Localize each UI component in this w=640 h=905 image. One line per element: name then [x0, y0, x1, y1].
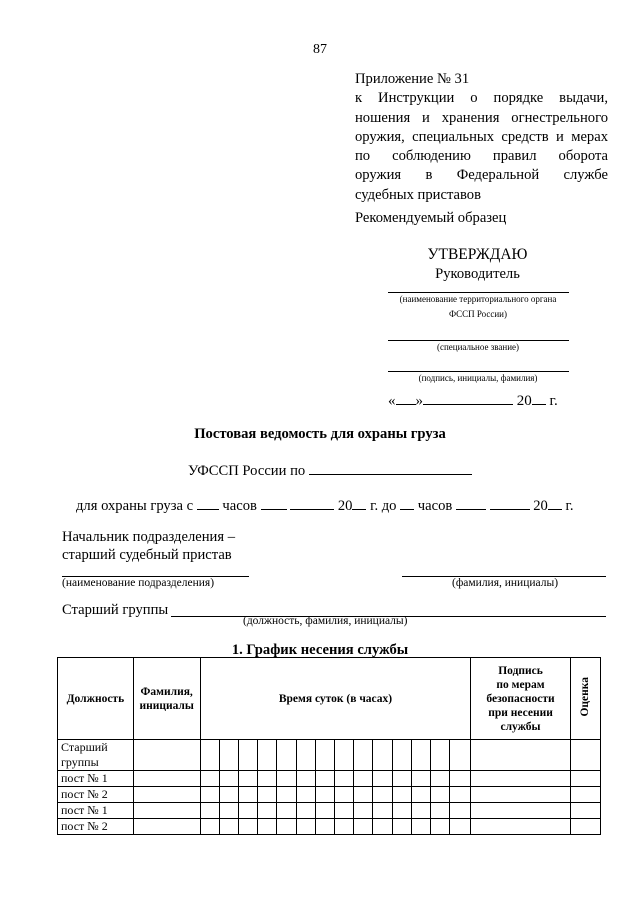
hour-cell[interactable]: [354, 740, 373, 771]
appendix-line: к Инструкции о порядке выдачи,: [355, 90, 608, 107]
group-leader-label: Старший группы: [62, 602, 169, 618]
from-year-field[interactable]: [352, 496, 366, 510]
hour-cell[interactable]: [430, 803, 449, 819]
hour-cell[interactable]: [373, 803, 392, 819]
caption-org-2: ФССП России): [449, 309, 507, 319]
rank-line[interactable]: [388, 340, 569, 341]
col-sign-header-line: службы: [500, 720, 541, 733]
hour-cell[interactable]: [238, 771, 257, 787]
appendix-header: [355, 70, 608, 205]
hour-cell[interactable]: [334, 787, 353, 803]
appendix-line: по соблюдению правил оборота: [355, 148, 608, 165]
col-position-header: Должность: [58, 658, 134, 740]
hour-cell[interactable]: [238, 787, 257, 803]
hour-cell[interactable]: [315, 740, 334, 771]
date-month-field[interactable]: [423, 391, 513, 405]
hour-cell[interactable]: [392, 819, 411, 835]
period-year-prefix-2: 20: [533, 498, 548, 514]
hour-cell[interactable]: [296, 803, 315, 819]
section-title: 1. График несения службы: [231, 642, 409, 658]
name-cell[interactable]: [133, 740, 200, 771]
hour-cell[interactable]: [258, 740, 277, 771]
signature-cell[interactable]: [471, 740, 570, 771]
col-sign-header-line: Подпись: [498, 664, 543, 677]
position-cell: [58, 819, 134, 835]
position-cell: [58, 803, 134, 819]
mark-cell[interactable]: [570, 740, 600, 771]
hour-cell[interactable]: [258, 771, 277, 787]
signature-cell[interactable]: [471, 771, 570, 787]
date-year-suffix: г.: [549, 393, 558, 409]
col-time-header: Время суток (в часах): [200, 658, 471, 740]
position-text: пост № 2: [61, 819, 108, 833]
col-sign-header: [471, 658, 570, 740]
hour-cell[interactable]: [258, 819, 277, 835]
period-to-label: г. до: [370, 498, 397, 514]
mark-cell[interactable]: [570, 803, 600, 819]
hour-cell[interactable]: [373, 819, 392, 835]
col-name-header-line-2: инициалы: [139, 699, 194, 712]
date-quote-open: «: [388, 393, 396, 409]
signature-cell[interactable]: [471, 803, 570, 819]
caption-signature: (подпись, инициалы, фамилия): [418, 373, 538, 383]
hour-cell[interactable]: [392, 787, 411, 803]
hour-cell[interactable]: [277, 740, 296, 771]
name-cell[interactable]: [133, 803, 200, 819]
caption-group-leader: (должность, фамилия, инициалы): [243, 615, 408, 627]
hour-cell[interactable]: [200, 819, 219, 835]
period-hours-label-2: часов: [417, 498, 453, 514]
org-line[interactable]: [388, 292, 569, 293]
hour-cell[interactable]: [277, 787, 296, 803]
hour-cell[interactable]: [238, 819, 257, 835]
chief-block: [62, 528, 235, 564]
page-number: 87: [313, 42, 327, 57]
hour-cell[interactable]: [354, 819, 373, 835]
ufssp-label: УФССП России по: [188, 463, 306, 479]
position-text: пост № 2: [61, 787, 108, 801]
hour-cell[interactable]: [296, 771, 315, 787]
hour-cell[interactable]: [219, 740, 238, 771]
hour-cell[interactable]: [334, 740, 353, 771]
col-sign-header-line: при несении: [488, 706, 553, 719]
hour-cell[interactable]: [373, 740, 392, 771]
guard-period: [76, 496, 573, 515]
hour-cell[interactable]: [258, 803, 277, 819]
col-sign-header-line: безопасности: [486, 692, 555, 705]
appendix-line: ношения и хранения огнестрельного: [355, 109, 608, 126]
name-cell[interactable]: [133, 771, 200, 787]
position-text: Старший: [61, 740, 108, 754]
hour-cell[interactable]: [200, 740, 219, 771]
period-year-suffix: г.: [565, 498, 574, 514]
hour-cell[interactable]: [238, 803, 257, 819]
table-row: [58, 803, 601, 819]
sample-note: Рекомендуемый образец: [355, 210, 507, 226]
caption-chief-name: (фамилия, инициалы): [452, 577, 559, 589]
date-quote-close: »: [415, 393, 423, 409]
hour-cell[interactable]: [373, 787, 392, 803]
table-row: [58, 740, 601, 771]
hour-cell[interactable]: [200, 787, 219, 803]
col-sign-header-line: по мерам: [496, 678, 545, 691]
service-schedule-table: [57, 657, 601, 835]
position-cell: [58, 740, 134, 771]
col-name-header: [133, 658, 200, 740]
date-year-field[interactable]: [532, 391, 546, 405]
hour-cell[interactable]: [315, 803, 334, 819]
signature-line[interactable]: [388, 371, 569, 372]
hour-cell[interactable]: [450, 740, 471, 771]
hour-cell[interactable]: [296, 740, 315, 771]
hour-cell[interactable]: [219, 803, 238, 819]
hour-cell[interactable]: [219, 771, 238, 787]
hour-cell[interactable]: [392, 740, 411, 771]
hour-cell[interactable]: [430, 787, 449, 803]
hour-cell[interactable]: [219, 787, 238, 803]
position-text: группы: [61, 755, 99, 769]
hour-cell[interactable]: [450, 803, 471, 819]
hour-cell[interactable]: [354, 771, 373, 787]
caption-unit-name: (наименование подразделения): [62, 577, 215, 589]
col-mark-header: [570, 658, 600, 740]
hour-cell[interactable]: [411, 771, 430, 787]
head-title: Руководитель: [435, 266, 520, 282]
hour-cell[interactable]: [219, 819, 238, 835]
period-from-label: для охраны груза с: [76, 498, 194, 514]
col-name-header-line-1: Фамилия,: [140, 685, 193, 698]
appendix-line: оружия в Федеральной службе: [355, 167, 608, 184]
hour-cell[interactable]: [277, 803, 296, 819]
table-row: [58, 819, 601, 835]
approve-heading: УТВЕРЖДАЮ: [427, 246, 528, 263]
appendix-line: судебных приставов: [355, 186, 481, 203]
date-day-field[interactable]: [396, 391, 416, 405]
hour-cell[interactable]: [373, 771, 392, 787]
hour-cell[interactable]: [411, 787, 430, 803]
hour-cell[interactable]: [354, 787, 373, 803]
position-text: пост № 1: [61, 803, 108, 817]
hour-cell[interactable]: [296, 787, 315, 803]
from-hour-field[interactable]: [197, 496, 219, 510]
caption-org-1: (наименование территориального органа: [399, 294, 557, 304]
to-hour-field[interactable]: [400, 496, 414, 510]
table-row: [58, 771, 601, 787]
hour-cell[interactable]: [277, 771, 296, 787]
ufssp-line: [188, 461, 472, 480]
hour-cell[interactable]: [411, 803, 430, 819]
mark-cell[interactable]: [570, 819, 600, 835]
to-month-field[interactable]: [490, 496, 530, 510]
approval-date: [388, 391, 558, 410]
to-year-field[interactable]: [548, 496, 562, 510]
hour-cell[interactable]: [450, 787, 471, 803]
hour-cell[interactable]: [315, 819, 334, 835]
chief-title-line-1: Начальник подразделения –: [62, 529, 236, 545]
hour-cell[interactable]: [296, 819, 315, 835]
appendix-line: Приложение № 31: [355, 71, 470, 87]
date-year-prefix: 20: [516, 393, 532, 409]
mark-cell[interactable]: [570, 771, 600, 787]
table-row: [58, 787, 601, 803]
position-text: пост № 1: [61, 771, 108, 785]
hour-cell[interactable]: [411, 740, 430, 771]
name-cell[interactable]: [133, 787, 200, 803]
signature-cell[interactable]: [471, 787, 570, 803]
hour-cell[interactable]: [315, 771, 334, 787]
position-cell: [58, 787, 134, 803]
hour-cell[interactable]: [200, 771, 219, 787]
position-cell: [58, 771, 134, 787]
hour-cell[interactable]: [334, 803, 353, 819]
period-hours-label: часов: [222, 498, 257, 514]
col-mark-header-text: Оценка: [579, 676, 592, 717]
hour-cell[interactable]: [238, 740, 257, 771]
hour-cell[interactable]: [258, 787, 277, 803]
hour-cell[interactable]: [392, 771, 411, 787]
from-month-field[interactable]: [290, 496, 334, 510]
hour-cell[interactable]: [450, 771, 471, 787]
document-title: Постовая ведомость для охраны груза: [194, 426, 446, 442]
hour-cell[interactable]: [411, 819, 430, 835]
hour-cell[interactable]: [392, 803, 411, 819]
hour-cell[interactable]: [430, 819, 449, 835]
signature-cell[interactable]: [471, 819, 570, 835]
hour-cell[interactable]: [354, 803, 373, 819]
hour-cell[interactable]: [277, 819, 296, 835]
mark-cell[interactable]: [570, 787, 600, 803]
period-year-prefix: 20: [337, 498, 353, 514]
hour-cell[interactable]: [430, 771, 449, 787]
chief-title-line-2: старший судебный пристав: [62, 547, 232, 563]
hour-cell[interactable]: [430, 740, 449, 771]
hour-cell[interactable]: [334, 819, 353, 835]
from-day-field[interactable]: [261, 496, 287, 510]
ufssp-region-field[interactable]: [309, 461, 472, 475]
name-cell[interactable]: [133, 819, 200, 835]
hour-cell[interactable]: [315, 787, 334, 803]
hour-cell[interactable]: [450, 819, 471, 835]
to-day-field[interactable]: [456, 496, 486, 510]
hour-cell[interactable]: [334, 771, 353, 787]
caption-rank: (специальное звание): [436, 342, 520, 352]
hour-cell[interactable]: [200, 803, 219, 819]
appendix-line: оружия, специальных средств и мерах: [355, 128, 608, 145]
